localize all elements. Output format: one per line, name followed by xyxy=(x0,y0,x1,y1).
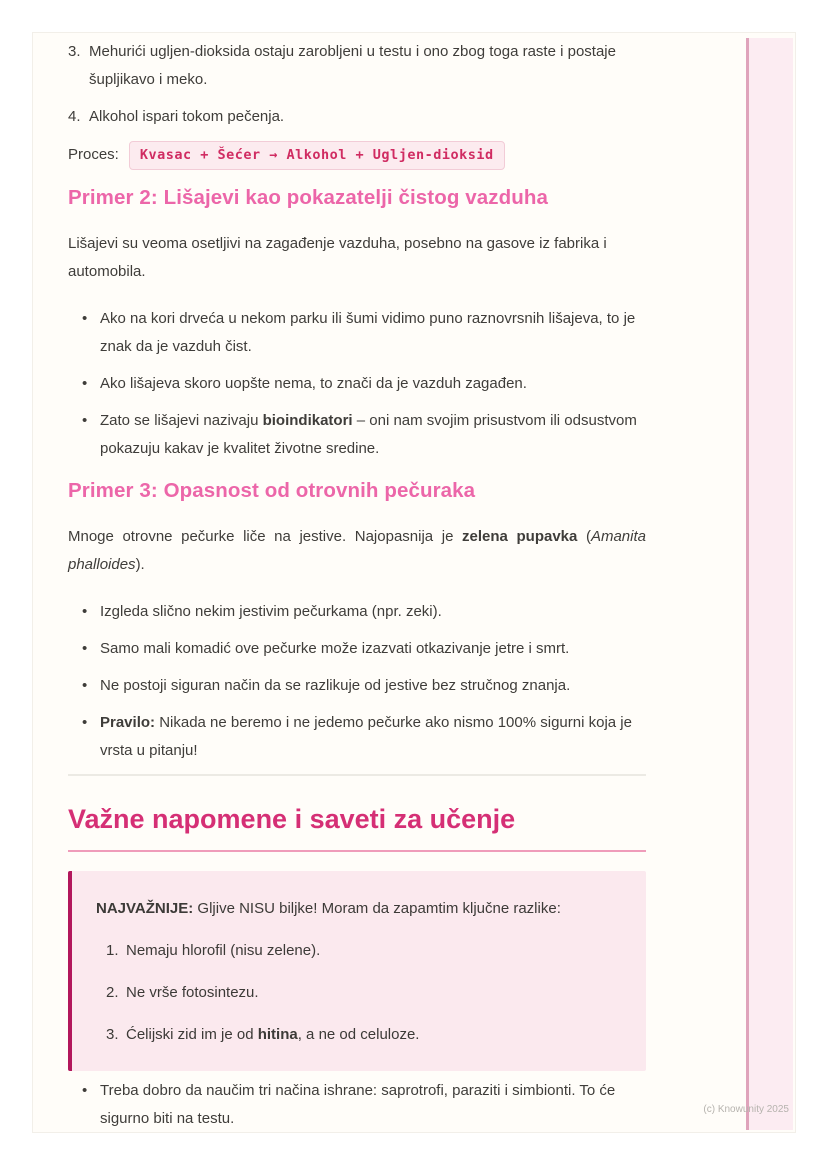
bold-term: Pravilo: xyxy=(100,714,156,731)
primer-2-bullet-list xyxy=(68,305,646,463)
primer-3-intro xyxy=(68,523,646,579)
bullet-icon: • xyxy=(82,603,88,620)
list-item xyxy=(68,370,646,398)
list-item-number: 4. xyxy=(68,108,81,125)
primer-2-intro: Lišajevi su veoma osetljivi na zagađenje vazduha, posebno na gasove iz fabrika i automobila. xyxy=(68,235,607,280)
list-item-text: Ne postoji siguran način da se razlikuje od jestive bez stručnog znanja. xyxy=(100,677,571,694)
list-item-number: 2. xyxy=(106,984,119,1001)
bold-term: bioindikatori xyxy=(262,412,353,429)
list-item-text: Ako lišajeva skoro uopšte nema, to znači da je vazduh zagađen. xyxy=(100,375,527,392)
list-item-number: 3. xyxy=(106,1026,119,1043)
study-tips-bullet-list xyxy=(68,1077,646,1133)
list-item-text: Alkohol ispari tokom pečenja. xyxy=(89,108,285,125)
section-heading-primer-2: Primer 2: Lišajevi kao pokazatelji čistog vazduha xyxy=(68,186,548,209)
process-row xyxy=(68,140,646,170)
bullet-icon: • xyxy=(82,714,88,731)
list-item xyxy=(68,635,646,663)
text-run: Zato se lišajevi nazivaju xyxy=(100,412,263,429)
text-run: ). xyxy=(135,556,145,573)
process-formula-code: Kvasac + Šećer → Alkohol + Ugljen-dioksid xyxy=(129,141,505,170)
list-item xyxy=(68,672,646,700)
bold-term: NAJVAŽNIJE: xyxy=(96,900,194,917)
page-edge-highlight-stripe xyxy=(746,38,793,1130)
process-label: Proces: xyxy=(68,146,119,163)
text-run: – oni nam svojim prisustvom ili odsustvom pokazuju kakav je kvalitet životne sredine. xyxy=(100,412,637,457)
list-item xyxy=(68,1077,646,1133)
list-item-text: Ne vrše fotosintezu. xyxy=(126,984,259,1001)
list-item-text: Ako na kori drveća u nekom parku ili šumi vidimo puno raznovrsnih lišajeva, to je znak da je vazduh čist. xyxy=(100,310,636,355)
list-item xyxy=(68,709,646,765)
bullet-icon: • xyxy=(82,412,88,429)
list-item-text: Mehurići ugljen-dioksida ostaju zarobljeni u testu i ono zbog toga raste i postaje šupljikavo i meko. xyxy=(89,43,616,88)
primer-3-bullet-list xyxy=(68,598,646,765)
bold-term: zelena pupavka xyxy=(462,528,578,545)
section-divider xyxy=(68,774,646,776)
text-run: Ćelijski zid im je od xyxy=(126,1026,258,1043)
important-callout xyxy=(68,871,646,1071)
list-item xyxy=(96,1021,618,1049)
list-item xyxy=(68,598,646,626)
section-heading-primer-3: Primer 3: Opasnost od otrovnih pečuraka xyxy=(68,479,476,502)
numbered-list-baking xyxy=(68,38,646,131)
text-run: Gljive NISU biljke! Moram da zapamtim ključne razlike: xyxy=(193,900,561,917)
latin-name: Amanita phalloides xyxy=(68,528,646,573)
document-content xyxy=(68,38,646,1133)
list-item xyxy=(68,38,646,94)
callout-title xyxy=(96,895,618,923)
bullet-icon: • xyxy=(82,640,88,657)
text-run: Mnoge otrovne pečurke liče na jestive. Najopasnija je xyxy=(68,528,463,545)
copyright-watermark: (c) Knowunity 2025 xyxy=(703,1104,789,1115)
list-item xyxy=(68,407,646,463)
bold-term: hitina xyxy=(257,1026,298,1043)
text-run: Nikada ne beremo i ne jedemo pečurke ako nismo 100% sigurni koja je vrsta u pitanju! xyxy=(100,714,632,759)
bullet-icon: • xyxy=(82,677,88,694)
text-run: ( xyxy=(577,528,591,545)
list-item xyxy=(96,937,618,965)
page-heading-notes: Važne napomene i saveti za učenje xyxy=(68,802,646,852)
list-item-text xyxy=(100,407,646,463)
list-item-text: Izgleda slično nekim jestivim pečurkama (npr. zeki). xyxy=(100,603,442,620)
list-item xyxy=(68,103,646,131)
bullet-icon: • xyxy=(82,375,88,392)
bullet-icon: • xyxy=(82,1082,88,1099)
list-item xyxy=(96,979,618,1007)
document-page xyxy=(32,32,796,1133)
list-item-text xyxy=(126,1021,419,1049)
text-run: , a ne od celuloze. xyxy=(297,1026,420,1043)
bullet-icon: • xyxy=(82,310,88,327)
list-item-text xyxy=(100,709,646,765)
list-item-text: Samo mali komadić ove pečurke može izazvati otkazivanje jetre i smrt. xyxy=(100,640,570,657)
callout-numbered-list xyxy=(96,937,618,1049)
list-item-number: 3. xyxy=(68,43,81,60)
list-item-text: Nemaju hlorofil (nisu zelene). xyxy=(126,942,321,959)
list-item-text: Treba dobro da naučim tri načina ishrane: saprotrofi, paraziti i simbionti. To će sigurno biti na testu. xyxy=(100,1082,616,1127)
list-item xyxy=(68,305,646,361)
list-item-number: 1. xyxy=(106,942,119,959)
